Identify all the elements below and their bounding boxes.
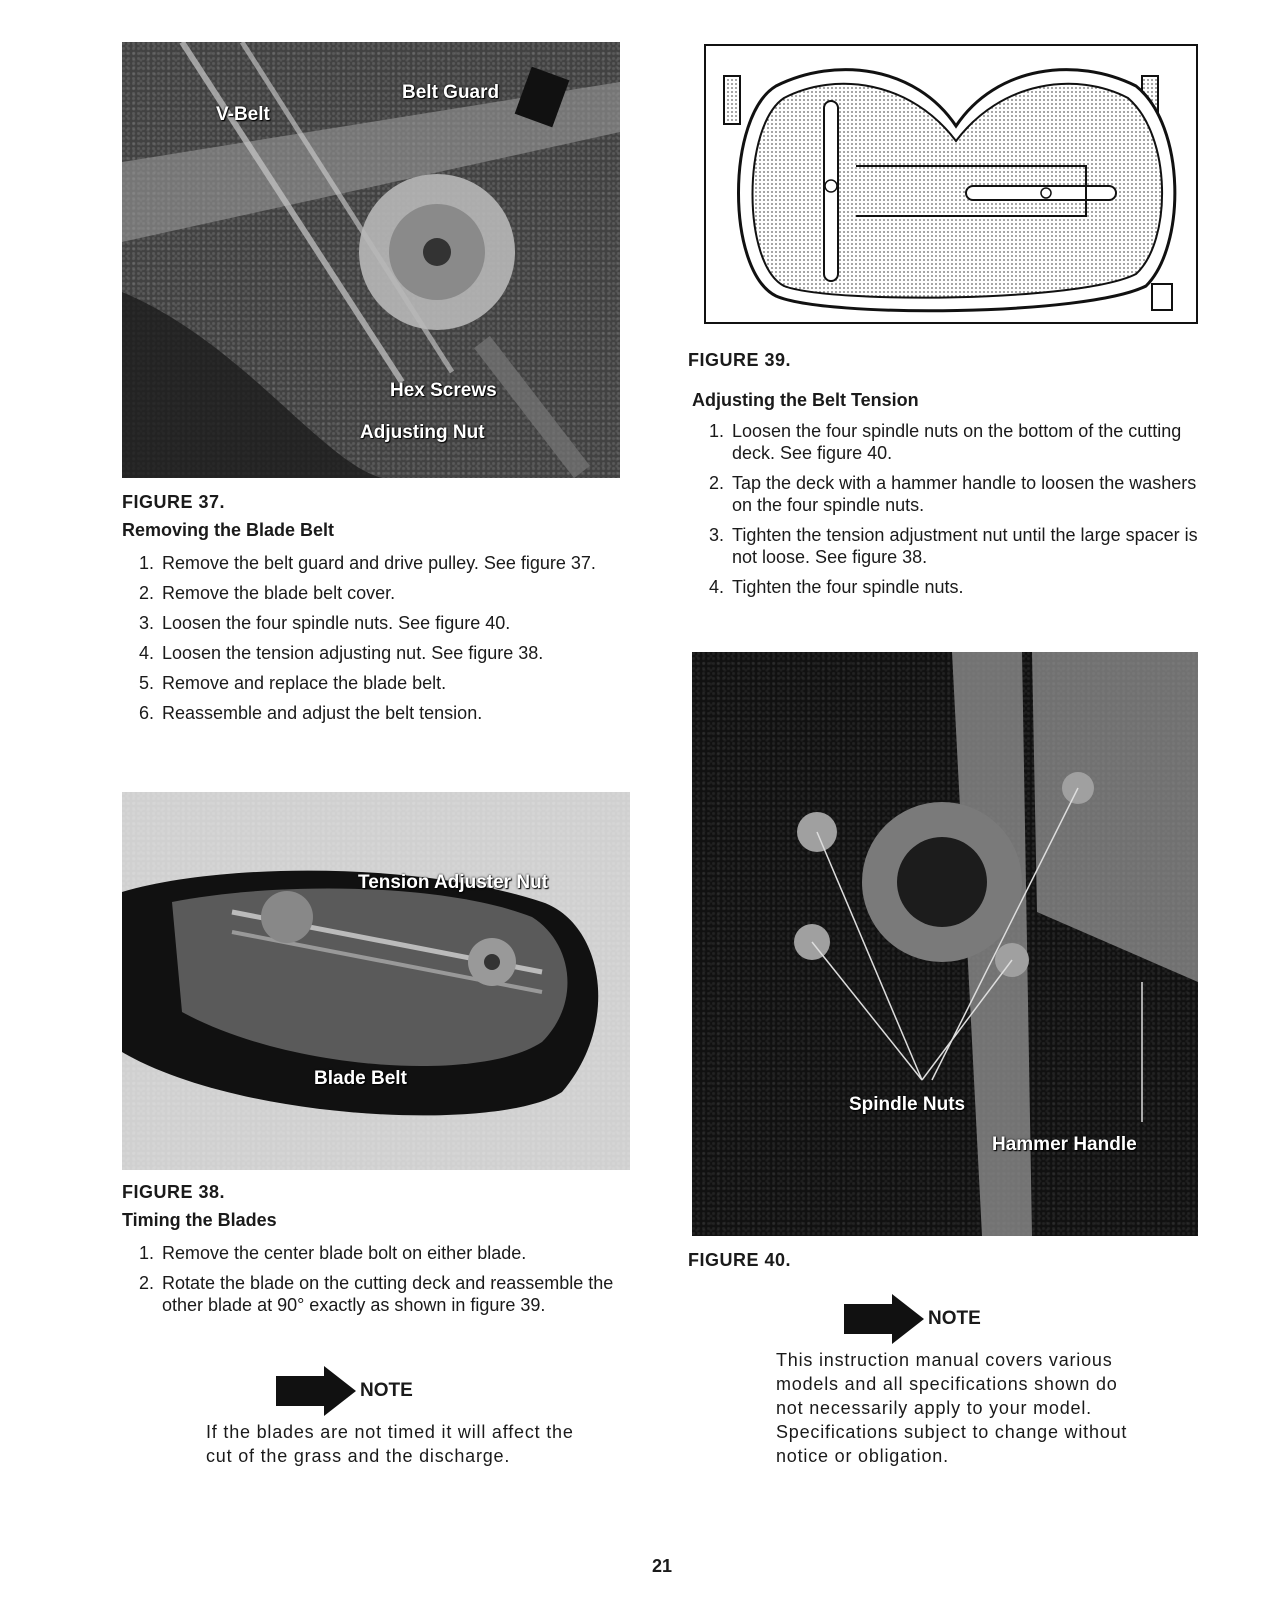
step-number: 6. [138,703,154,723]
step-number: 5. [138,673,154,693]
step-text: Tap the deck with a hammer handle to loosen the washers on the four spindle nuts. [732,473,1197,515]
step-text: Loosen the tension adjusting nut. See figure 38. [162,643,544,663]
note-left-heading [276,1366,413,1416]
step-number: 2. [708,473,724,493]
step-number: 1. [138,553,154,573]
removing-steps-list [132,552,632,732]
list-item [702,472,1202,516]
v-belt-label: V-Belt [216,104,270,125]
step-number: 3. [708,525,724,545]
step-text: Loosen the four spindle nuts. See figure 40. [162,613,511,633]
figure-38-photo [122,792,630,1170]
arrow-right-icon [276,1366,356,1416]
spindle-nuts-label: Spindle Nuts [849,1094,966,1115]
figure-39-caption: FIGURE 39. [688,350,792,370]
note-left-label: NOTE [360,1380,413,1401]
step-number: 2. [138,1273,154,1293]
timing-steps-list [132,1242,634,1324]
note-right-heading [844,1294,981,1344]
step-number: 3. [138,613,154,633]
hammer-handle-label: Hammer Handle [992,1134,1137,1155]
step-text: Loosen the four spindle nuts on the bottom of the cutting deck. See figure 40. [732,421,1182,463]
figure-39-diagram [704,44,1198,324]
step-text: Remove the belt guard and drive pulley. See figure 37. [162,553,596,573]
adjusting-nut-label: Adjusting Nut [360,422,485,443]
list-item [132,1242,634,1264]
figure-40-photo [692,652,1198,1236]
tension-adjuster-nut-label: Tension Adjuster Nut [358,872,548,893]
arrow-right-icon [844,1294,924,1344]
list-item [132,582,632,604]
list-item [132,552,632,574]
step-text: Remove and replace the blade belt. [162,673,447,693]
list-item [132,1272,634,1316]
step-text: Tighten the tension adjustment nut until the large spacer is not loose. See figure 38. [732,525,1198,567]
hex-screws-label: Hex Screws [390,380,497,401]
list-item [702,576,1202,598]
list-item [702,524,1202,568]
note-right-text: This instruction manual covers various models and all specifications shown do not necessarily apply to your model. Specifications subject to change without notice or obligation. [776,1350,1128,1466]
blade-belt-label: Blade Belt [314,1068,407,1089]
tension-steps-list [702,420,1202,606]
step-text: Reassemble and adjust the belt tension. [162,703,483,723]
figure-37-photo [122,42,620,478]
list-item [702,420,1202,464]
list-item [132,672,632,694]
page-number: 21 [652,1556,673,1576]
adjusting-belt-tension-title: Adjusting the Belt Tension [692,390,919,410]
note-right-label: NOTE [928,1308,981,1329]
step-text: Remove the blade belt cover. [162,583,396,603]
removing-blade-belt-title: Removing the Blade Belt [122,520,335,540]
belt-guard-label: Belt Guard [402,82,500,103]
step-number: 1. [708,421,724,441]
figure-38-caption: FIGURE 38. [122,1182,226,1202]
step-text: Rotate the blade on the cutting deck and reassemble the other blade at 90° exactly as shown in figure 39. [162,1273,614,1315]
step-text: Tighten the four spindle nuts. [732,577,964,597]
step-number: 4. [138,643,154,663]
timing-blades-title: Timing the Blades [122,1210,277,1230]
note-left-text: If the blades are not timed it will affect the cut of the grass and the discharge. [206,1422,574,1466]
list-item [132,702,632,724]
figure-40-caption: FIGURE 40. [688,1250,792,1270]
list-item [132,612,632,634]
figure-37-caption: FIGURE 37. [122,492,226,512]
step-text: Remove the center blade bolt on either blade. [162,1243,527,1263]
list-item [132,642,632,664]
step-number: 4. [708,577,724,597]
step-number: 1. [138,1243,154,1263]
step-number: 2. [138,583,154,603]
